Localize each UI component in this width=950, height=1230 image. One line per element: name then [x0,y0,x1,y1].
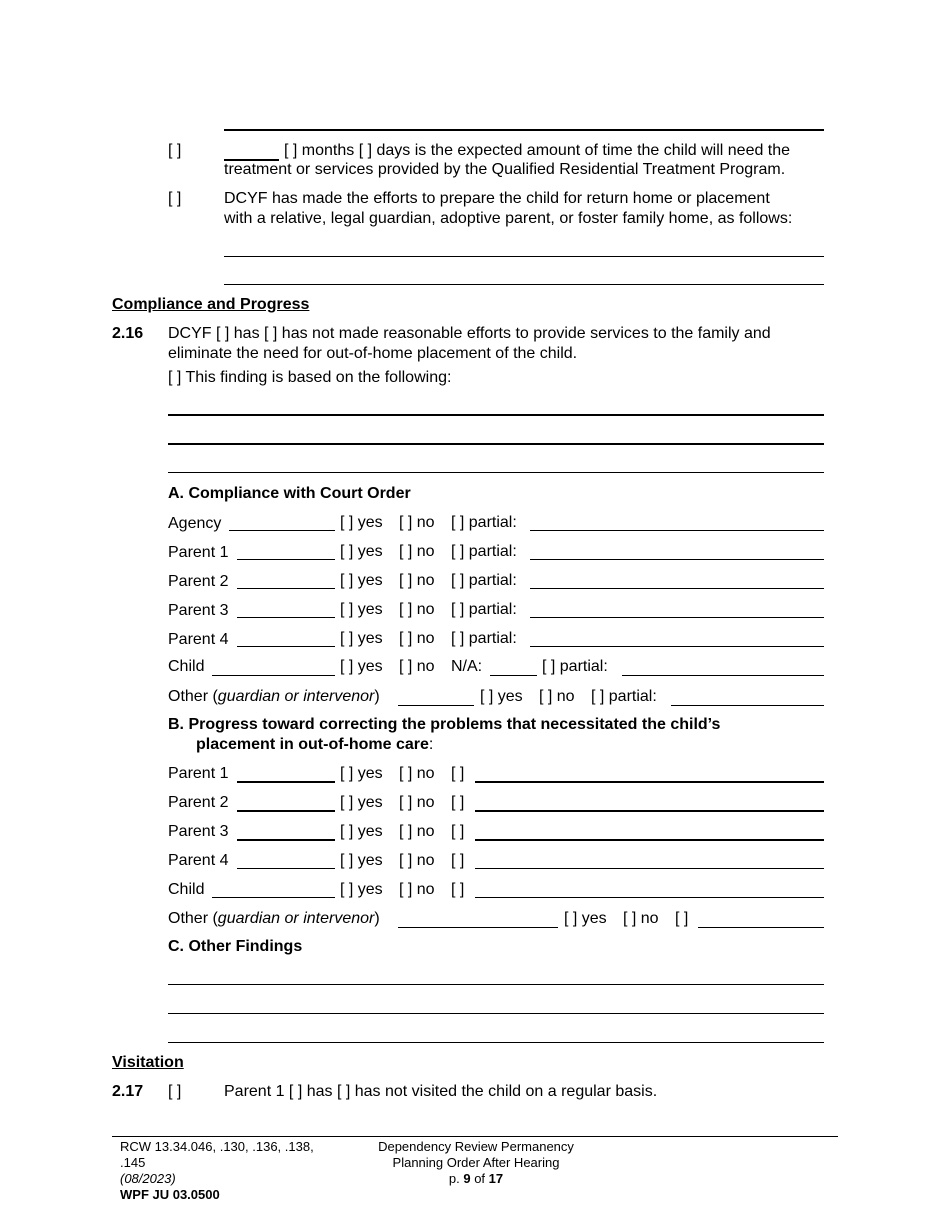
name-blank[interactable] [212,897,335,898]
partial-blank[interactable] [530,559,824,560]
yes-checkbox[interactable]: [ ] yes [340,823,383,840]
no-checkbox[interactable]: [ ] no [399,658,435,675]
compliance-row-parent-1 [168,543,228,563]
partial-blank[interactable] [530,646,824,647]
no-checkbox[interactable]: [ ] no [399,601,435,618]
partial-checkbox[interactable]: [ ] partial: [451,601,517,618]
page-number: p. 9 of 17 [448,1171,504,1186]
no-checkbox[interactable]: [ ] no [399,514,435,531]
no-checkbox[interactable]: [ ] no [399,765,435,782]
partial-checkbox[interactable]: [ ] partial: [451,630,517,647]
yes-checkbox[interactable]: [ ] yes [340,794,383,811]
other-label: Other (guardian or intervenor) [168,910,380,927]
footer-rule [112,1136,838,1137]
na-blank[interactable] [490,675,537,676]
progress-blank[interactable] [475,781,824,783]
other-checkbox[interactable]: [ ] [451,881,465,898]
name-blank[interactable] [237,839,335,841]
section-a-title: A. Compliance with Court Order [168,485,411,502]
row-label: Parent 4 [168,631,229,648]
no-checkbox[interactable]: [ ] no [539,688,575,705]
top-rule [224,129,824,131]
no-checkbox[interactable]: [ ] no [399,823,435,840]
item-number: 2.16 [112,325,144,342]
partial-blank[interactable] [530,530,824,531]
yes-checkbox[interactable]: [ ] yes [340,852,383,869]
footer-title: Dependency Review Permanency Planning Order After Hearing p. 9 of 17 [345,1139,607,1187]
item-text: treatment or services provided by the Qualified Residential Treatment Program. [224,161,786,178]
no-checkbox[interactable]: [ ] no [623,910,659,927]
item-text: DCYF has made the efforts to prepare the child for return home or placement [224,190,770,207]
yes-checkbox[interactable]: [ ] yes [340,514,383,531]
yes-checkbox[interactable]: [ ] yes [480,688,523,705]
fill-line[interactable] [224,256,824,257]
item-text: eliminate the need for out-of-home placement of the child. [168,345,578,362]
section-c-title: C. Other Findings [168,938,303,955]
fill-line[interactable] [168,443,824,445]
partial-checkbox[interactable]: [ ] partial: [591,688,657,705]
row-label: Agency [168,515,222,532]
name-blank[interactable] [398,927,558,928]
name-blank[interactable] [398,705,474,706]
other-checkbox[interactable]: [ ] [675,910,689,927]
other-checkbox[interactable]: [ ] [451,852,465,869]
name-blank[interactable] [237,810,335,812]
other-label: Other (guardian or intervenor) [168,688,380,705]
name-blank[interactable] [237,868,335,869]
row-label: Child [168,658,205,675]
partial-blank[interactable] [530,588,824,589]
fill-line[interactable] [168,472,824,473]
partial-checkbox[interactable]: [ ] partial: [451,514,517,531]
compliance-row-agency [168,514,221,534]
partial-blank[interactable] [671,705,824,706]
partial-checkbox[interactable]: [ ] partial: [451,543,517,560]
other-checkbox[interactable]: [ ] [451,765,465,782]
fill-line[interactable] [168,984,824,985]
progress-blank[interactable] [475,810,824,812]
progress-blank[interactable] [698,927,824,928]
finding-basis: [ ] This finding is based on the following: [168,369,452,386]
name-blank[interactable] [237,781,335,783]
item-text: [ ] months [ ] days is the expected amount of time the child will need the [284,142,791,159]
partial-checkbox[interactable]: [ ] partial: [542,658,608,675]
yes-checkbox[interactable]: [ ] yes [340,658,383,675]
partial-checkbox[interactable]: [ ] partial: [451,572,517,589]
section-heading: Compliance and Progress [112,296,310,313]
partial-blank[interactable] [622,675,824,676]
row-label: Parent 2 [168,573,229,590]
section-b-title: B. Progress toward correcting the problems that necessitated the child’s [168,716,721,733]
fill-line[interactable] [168,414,824,416]
footer-citation: RCW 13.34.046, .130, .136, .138, .145 (08/2023) WPF JU 03.0500 [120,1139,314,1202]
months-blank[interactable] [224,145,279,161]
other-checkbox[interactable]: [ ] [451,794,465,811]
item-checkbox[interactable]: [ ] [168,1083,182,1100]
no-checkbox[interactable]: [ ] no [399,543,435,560]
no-checkbox[interactable]: [ ] no [399,881,435,898]
name-blank[interactable] [229,530,335,531]
progress-blank[interactable] [475,839,824,841]
compliance-row-parent-4 [168,630,228,650]
section-heading: Visitation [112,1054,184,1071]
item-text: Parent 1 [ ] has [ ] has not visited the child on a regular basis. [224,1083,658,1100]
row-label: Parent 3 [168,602,229,619]
fill-line[interactable] [224,284,824,285]
na-label: N/A: [451,658,483,675]
fill-line[interactable] [168,1042,824,1043]
yes-checkbox[interactable]: [ ] yes [340,630,383,647]
row-label: Parent 1 [168,765,229,782]
row-label: Parent 2 [168,794,229,811]
no-checkbox[interactable]: [ ] no [399,630,435,647]
name-blank[interactable] [237,588,335,589]
progress-blank[interactable] [475,897,824,898]
compliance-row-parent-2 [168,572,228,592]
name-blank[interactable] [237,617,335,618]
no-checkbox[interactable]: [ ] no [399,572,435,589]
name-blank[interactable] [237,646,335,647]
yes-checkbox[interactable]: [ ] yes [340,881,383,898]
row-label: Parent 3 [168,823,229,840]
item-text: DCYF [ ] has [ ] has not made reasonable efforts to provide services to the family and [168,325,771,342]
yes-checkbox[interactable]: [ ] yes [564,910,607,927]
yes-checkbox[interactable]: [ ] yes [340,543,383,560]
yes-checkbox[interactable]: [ ] yes [340,601,383,618]
partial-blank[interactable] [530,617,824,618]
item-checkbox[interactable]: [ ] [168,142,182,159]
row-label: Parent 1 [168,544,229,561]
no-checkbox[interactable]: [ ] no [399,794,435,811]
fill-line[interactable] [168,1013,824,1014]
yes-checkbox[interactable]: [ ] yes [340,572,383,589]
item-text: with a relative, legal guardian, adoptive parent, or foster family home, as follows: [224,210,793,227]
item-number: 2.17 [112,1083,144,1100]
row-label: Parent 4 [168,852,229,869]
no-checkbox[interactable]: [ ] no [399,852,435,869]
yes-checkbox[interactable]: [ ] yes [340,765,383,782]
compliance-row-parent-3 [168,601,228,621]
section-b-title-cont: placement in out-of-home care: [196,736,434,753]
other-checkbox[interactable]: [ ] [451,823,465,840]
progress-blank[interactable] [475,868,824,869]
row-label: Child [168,881,205,898]
item-checkbox[interactable]: [ ] [168,190,182,207]
name-blank[interactable] [212,675,335,676]
name-blank[interactable] [237,559,335,560]
